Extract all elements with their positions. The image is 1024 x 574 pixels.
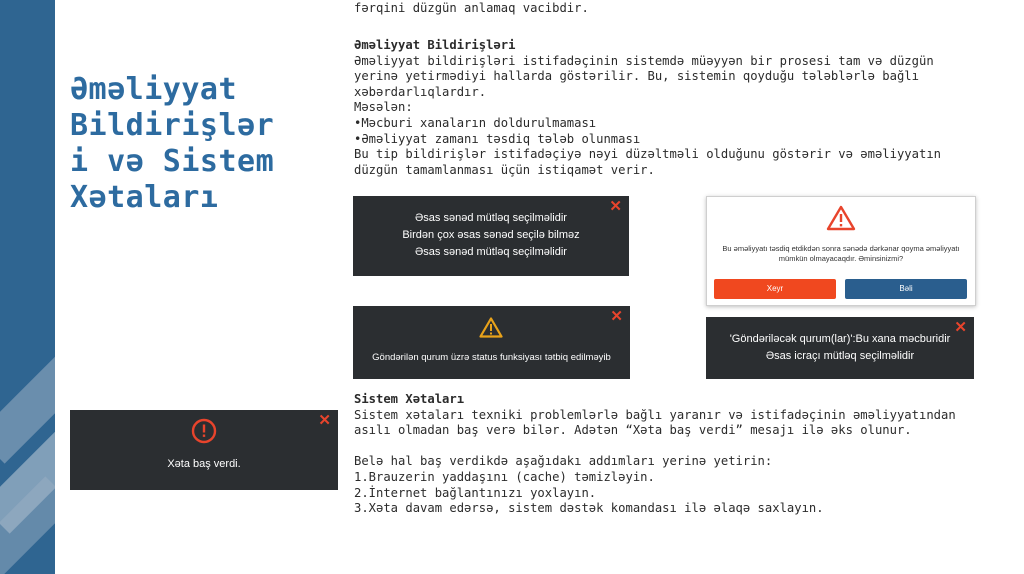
toast-line: 'Göndəriləcək qurum(lar)':Bu xana məcburidir bbox=[729, 333, 951, 345]
close-icon[interactable]: ✕ bbox=[954, 319, 967, 336]
confirm-dialog bbox=[706, 196, 976, 306]
paragraph-line: düzgün tamamlanması üçün istiqamət verir. bbox=[354, 162, 655, 177]
intro-line: fərqini düzgün anlamaq vacibdir. bbox=[354, 1, 589, 15]
bullet-item: •Əməliyyat zamanı təsdiq tələb olunması bbox=[354, 131, 641, 146]
list-item: 2.İnternet bağlantınızı yoxlayın. bbox=[354, 485, 597, 500]
slide-title bbox=[70, 72, 340, 216]
paragraph-line: yerinə yetirmədiyi hallarda göstərilir. Bu, sistemin qoyduğu tələblərlə bağlı bbox=[354, 69, 919, 84]
title-line: Əməliyyat bbox=[70, 72, 238, 107]
title-line: i və Sistem bbox=[70, 144, 275, 179]
status-warning-toast bbox=[353, 306, 630, 379]
blank-line bbox=[354, 439, 956, 455]
operation-section bbox=[354, 38, 941, 178]
system-heading: Sistem Xətaları bbox=[354, 392, 465, 406]
list-item: 1.Brauzerin yaddaşını (cache) təmizləyin. bbox=[354, 469, 655, 484]
title-line: Bildirişlər bbox=[70, 108, 275, 143]
recipient-required-toast bbox=[706, 317, 974, 379]
dialog-message-line: mümkün olmayacaqdır. Əminsinizmi? bbox=[778, 254, 904, 263]
no-button[interactable]: Xeyr bbox=[714, 279, 836, 299]
toast-line: Əsas sənəd mütləq seçilməlidir bbox=[415, 212, 567, 224]
warning-triangle-icon bbox=[479, 317, 503, 338]
close-icon[interactable]: ✕ bbox=[609, 198, 622, 215]
toast-message: Göndərilən qurum üzrə status funksiyası tətbiq edilməyib bbox=[372, 352, 611, 363]
paragraph-line: Belə hal baş verdikdə aşağıdakı addımları yerinə yetirin: bbox=[354, 454, 773, 469]
title-line: Xətaları bbox=[70, 180, 219, 215]
toast-message: Xəta baş verdi. bbox=[167, 458, 241, 470]
error-toast bbox=[70, 410, 338, 490]
left-decorative-bar bbox=[0, 0, 55, 574]
bullet-item: •Məcburi xanaların doldurulmaması bbox=[354, 115, 597, 130]
operation-heading: Əməliyyat Bildirişləri bbox=[354, 38, 516, 52]
dialog-message-line: Bu əməliyyatı təsdiq etdikdən sonra sənədə dərkənar qoyma əməliyyatı bbox=[722, 244, 960, 253]
yes-button[interactable]: Bəli bbox=[845, 279, 967, 299]
toast-line: Birdən çox əsas sənəd seçilə bilməz bbox=[402, 229, 580, 241]
paragraph-line: Əməliyyat bildirişləri istifadəçinin sistemdə müəyyən bir prosesi tam və düzgün bbox=[354, 53, 934, 68]
toast-line: Əsas icraçı mütləq seçilməlidir bbox=[765, 350, 915, 362]
toast-line: Əsas sənəd mütləq seçilməlidir bbox=[415, 246, 567, 258]
paragraph-line: Sistem xətaları texniki problemlərlə bağlı yaranır və istifadəçinin əməliyyatından bbox=[354, 407, 956, 422]
system-section bbox=[354, 392, 956, 517]
list-item: 3.Xəta davam edərsə, sistem dəstək komandası ilə əlaqə saxlayın. bbox=[354, 501, 824, 516]
paragraph-line: Məsələn: bbox=[354, 100, 413, 115]
error-circle-icon bbox=[191, 418, 217, 444]
close-icon[interactable]: ✕ bbox=[318, 412, 331, 429]
paragraph-line: asılı olmadan baş verə bilər. Adətən “Xəta baş verdi” mesajı ilə əks olunur. bbox=[354, 423, 912, 438]
paragraph-line: Bu tip bildirişlər istifadəçiyə nəyi düzəltməli olduğunu göstərir və əməliyyatın bbox=[354, 147, 941, 162]
paragraph-line: xəbərdarlıqlardır. bbox=[354, 84, 487, 99]
required-document-toast bbox=[353, 196, 629, 276]
close-icon[interactable]: ✕ bbox=[610, 308, 623, 325]
warning-triangle-icon bbox=[826, 205, 856, 231]
